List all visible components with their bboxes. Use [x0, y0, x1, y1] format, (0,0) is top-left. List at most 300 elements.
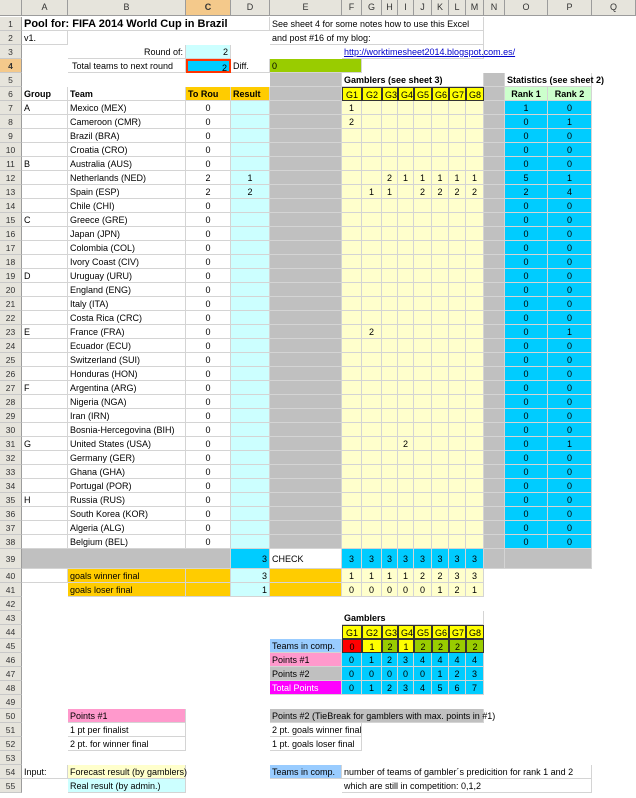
legend-points2-a[interactable]: 2 pt. goals winner final [272, 725, 362, 735]
forecast-g3[interactable] [382, 367, 398, 381]
forecast-g4[interactable] [398, 367, 414, 381]
row-header-44[interactable]: 44 [0, 625, 22, 639]
forecast-g1[interactable] [342, 479, 362, 493]
row-header-10[interactable]: 10 [0, 143, 22, 157]
forecast-g1[interactable] [342, 325, 362, 339]
forecast-g4[interactable] [398, 353, 414, 367]
group-label[interactable]: G [22, 437, 68, 451]
goals-loser-g5[interactable]: 0 [414, 583, 432, 597]
forecast-g8[interactable] [466, 297, 484, 311]
team-name[interactable]: Colombia (COL) [68, 241, 186, 255]
teams-in-comp-g1[interactable]: 0 [342, 639, 362, 653]
forecast-g5[interactable] [414, 199, 432, 213]
forecast-g1[interactable]: 1 [342, 101, 362, 115]
row-header-7[interactable]: 7 [0, 101, 22, 115]
forecast-g1[interactable] [342, 227, 362, 241]
row-header-37[interactable]: 37 [0, 521, 22, 535]
group-label[interactable]: E [22, 325, 68, 339]
goals-loser-g4[interactable]: 0 [398, 583, 414, 597]
legend-teams-in-comp[interactable]: Teams in comp. [270, 765, 342, 779]
to-round-value[interactable]: 0 [186, 521, 231, 535]
row-header-46[interactable]: 46 [0, 653, 22, 667]
forecast-g2[interactable] [362, 479, 382, 493]
forecast-g3[interactable] [382, 199, 398, 213]
row-header-29[interactable]: 29 [0, 409, 22, 423]
group-label[interactable] [22, 507, 68, 521]
row-header-27[interactable]: 27 [0, 381, 22, 395]
rank-1-count[interactable]: 0 [505, 535, 548, 549]
forecast-g8[interactable] [466, 199, 484, 213]
forecast-g6[interactable]: 2 [432, 185, 449, 199]
forecast-g4[interactable] [398, 143, 414, 157]
team-name[interactable]: Greece (GRE) [68, 213, 186, 227]
result-input[interactable] [231, 255, 270, 269]
forecast-g3[interactable] [382, 465, 398, 479]
forecast-g4[interactable] [398, 227, 414, 241]
forecast-g4[interactable] [398, 381, 414, 395]
goals-winner-c[interactable] [186, 569, 231, 583]
forecast-g5[interactable] [414, 423, 432, 437]
forecast-g1[interactable] [342, 535, 362, 549]
forecast-g2[interactable] [362, 283, 382, 297]
team-name[interactable]: Ivory Coast (CIV) [68, 255, 186, 269]
to-round-value[interactable]: 0 [186, 395, 231, 409]
forecast-g6[interactable] [432, 143, 449, 157]
forecast-g5[interactable] [414, 507, 432, 521]
to-round-value[interactable]: 0 [186, 101, 231, 115]
forecast-g4[interactable] [398, 297, 414, 311]
rank-2-count[interactable]: 0 [548, 353, 592, 367]
forecast-g6[interactable] [432, 535, 449, 549]
forecast-g3[interactable] [382, 353, 398, 367]
row-header-4[interactable]: 4 [0, 59, 22, 73]
forecast-g2[interactable] [362, 521, 382, 535]
forecast-g2[interactable] [362, 395, 382, 409]
row-header-49[interactable]: 49 [0, 695, 22, 709]
rank-2-count[interactable]: 1 [548, 115, 592, 129]
legend-points2[interactable]: Points #2 (TieBreak for gamblers with max. points in #1) [272, 711, 496, 721]
forecast-g6[interactable] [432, 297, 449, 311]
forecast-g6[interactable] [432, 507, 449, 521]
points2-g6[interactable]: 1 [432, 667, 449, 681]
to-round-value[interactable]: 0 [186, 451, 231, 465]
team-name[interactable]: Netherlands (NED) [68, 171, 186, 185]
group-label[interactable] [22, 353, 68, 367]
group-label[interactable] [22, 241, 68, 255]
result-input[interactable] [231, 535, 270, 549]
rank-1-count[interactable]: 0 [505, 283, 548, 297]
column-header-e[interactable]: E [270, 0, 342, 16]
forecast-g2[interactable] [362, 507, 382, 521]
result-input[interactable] [231, 325, 270, 339]
row-header-47[interactable]: 47 [0, 667, 22, 681]
forecast-g7[interactable] [449, 437, 466, 451]
column-header-l[interactable]: L [449, 0, 466, 16]
forecast-g2[interactable] [362, 339, 382, 353]
forecast-g8[interactable] [466, 437, 484, 451]
forecast-g5[interactable] [414, 241, 432, 255]
rank-2-count[interactable]: 0 [548, 255, 592, 269]
check-g6[interactable]: 3 [432, 549, 449, 569]
legend-points1[interactable]: Points #1 [68, 709, 186, 723]
to-round-value[interactable]: 0 [186, 255, 231, 269]
forecast-g4[interactable] [398, 493, 414, 507]
row-header-1[interactable]: 1 [0, 17, 22, 31]
row-header-2[interactable]: 2 [0, 31, 22, 45]
forecast-g8[interactable]: 2 [466, 185, 484, 199]
result-input[interactable]: 2 [231, 185, 270, 199]
result-input[interactable] [231, 297, 270, 311]
forecast-g4[interactable] [398, 185, 414, 199]
row-header-16[interactable]: 16 [0, 227, 22, 241]
forecast-g8[interactable] [466, 157, 484, 171]
column-header-g[interactable]: G [362, 0, 382, 16]
forecast-g7[interactable] [449, 255, 466, 269]
header-gambler-1[interactable]: G1 [342, 87, 362, 101]
forecast-g1[interactable] [342, 367, 362, 381]
rank-2-count[interactable]: 0 [548, 143, 592, 157]
goals-loser-g1[interactable]: 0 [342, 583, 362, 597]
goals-loser-e[interactable] [270, 583, 342, 597]
note-1[interactable]: See sheet 4 for some notes how to use this Excel [270, 17, 484, 31]
points1-label[interactable]: Points #1 [270, 653, 342, 667]
rank-2-count[interactable]: 0 [548, 535, 592, 549]
forecast-g2[interactable] [362, 423, 382, 437]
rank-2-count[interactable]: 4 [548, 185, 592, 199]
team-name[interactable]: Portugal (POR) [68, 479, 186, 493]
group-label[interactable] [22, 199, 68, 213]
forecast-g8[interactable] [466, 507, 484, 521]
forecast-g6[interactable] [432, 227, 449, 241]
row-header-8[interactable]: 8 [0, 115, 22, 129]
rank-2-count[interactable]: 0 [548, 101, 592, 115]
total-teams-value[interactable]: 2 [186, 59, 231, 73]
forecast-g7[interactable]: 1 [449, 171, 466, 185]
forecast-g1[interactable] [342, 451, 362, 465]
to-round-value[interactable]: 0 [186, 269, 231, 283]
points1-g6[interactable]: 4 [432, 653, 449, 667]
forecast-g1[interactable] [342, 493, 362, 507]
group-label[interactable] [22, 171, 68, 185]
result-input[interactable] [231, 395, 270, 409]
header-gambler-2[interactable]: G2 [362, 87, 382, 101]
total-points-g4[interactable]: 3 [398, 681, 414, 695]
to-round-value[interactable]: 0 [186, 479, 231, 493]
rank-2-count[interactable]: 0 [548, 241, 592, 255]
legend-input-label[interactable]: Input: [22, 765, 68, 779]
forecast-g6[interactable] [432, 157, 449, 171]
forecast-g2[interactable] [362, 143, 382, 157]
forecast-g1[interactable] [342, 395, 362, 409]
row-header-33[interactable]: 33 [0, 465, 22, 479]
group-label[interactable] [22, 409, 68, 423]
rank-1-count[interactable]: 0 [505, 507, 548, 521]
row-header-18[interactable]: 18 [0, 255, 22, 269]
forecast-g3[interactable] [382, 535, 398, 549]
goals-loser-label[interactable]: goals loser final [68, 583, 186, 597]
goals-loser-g6[interactable]: 1 [432, 583, 449, 597]
rank-2-count[interactable]: 0 [548, 409, 592, 423]
row-header-22[interactable]: 22 [0, 311, 22, 325]
result-input[interactable] [231, 437, 270, 451]
rank-1-count[interactable]: 0 [505, 325, 548, 339]
forecast-g5[interactable] [414, 283, 432, 297]
forecast-g2[interactable] [362, 311, 382, 325]
forecast-g1[interactable] [342, 521, 362, 535]
forecast-g6[interactable] [432, 521, 449, 535]
forecast-g1[interactable] [342, 283, 362, 297]
header-gambler-5[interactable]: G5 [414, 87, 432, 101]
summary-gambler-8[interactable]: G8 [466, 625, 484, 639]
forecast-g7[interactable] [449, 353, 466, 367]
forecast-g2[interactable] [362, 409, 382, 423]
to-round-value[interactable]: 0 [186, 325, 231, 339]
rank-1-count[interactable]: 0 [505, 227, 548, 241]
header-gambler-4[interactable]: G4 [398, 87, 414, 101]
check-result[interactable]: 3 [231, 549, 270, 569]
legend-points1-a[interactable]: 1 pt per finalist [68, 723, 186, 737]
forecast-g2[interactable]: 1 [362, 185, 382, 199]
forecast-g3[interactable] [382, 213, 398, 227]
row-header-55[interactable]: 55 [0, 779, 22, 793]
row-header-25[interactable]: 25 [0, 353, 22, 367]
column-header-f[interactable]: F [342, 0, 362, 16]
forecast-g7[interactable] [449, 451, 466, 465]
forecast-g5[interactable]: 1 [414, 171, 432, 185]
result-input[interactable] [231, 409, 270, 423]
result-input[interactable] [231, 115, 270, 129]
forecast-g1[interactable] [342, 157, 362, 171]
forecast-g5[interactable] [414, 255, 432, 269]
forecast-g7[interactable] [449, 325, 466, 339]
to-round-value[interactable]: 0 [186, 493, 231, 507]
goals-winner-g8[interactable]: 3 [466, 569, 484, 583]
to-round-value[interactable]: 0 [186, 535, 231, 549]
forecast-g3[interactable] [382, 283, 398, 297]
legend-points2-b[interactable]: 1 pt. goals loser final [270, 737, 362, 751]
rank-2-count[interactable]: 0 [548, 129, 592, 143]
forecast-g4[interactable] [398, 199, 414, 213]
forecast-g5[interactable] [414, 115, 432, 129]
forecast-g4[interactable] [398, 479, 414, 493]
forecast-g5[interactable] [414, 157, 432, 171]
forecast-g4[interactable] [398, 507, 414, 521]
rank-2-count[interactable]: 0 [548, 521, 592, 535]
check-g3[interactable]: 3 [382, 549, 398, 569]
forecast-g5[interactable] [414, 479, 432, 493]
row-header-40[interactable]: 40 [0, 569, 22, 583]
goals-winner-g7[interactable]: 3 [449, 569, 466, 583]
forecast-g7[interactable] [449, 395, 466, 409]
forecast-g2[interactable] [362, 241, 382, 255]
forecast-g1[interactable] [342, 241, 362, 255]
team-name[interactable]: Spain (ESP) [68, 185, 186, 199]
forecast-g7[interactable] [449, 227, 466, 241]
to-round-value[interactable]: 0 [186, 465, 231, 479]
rank-2-count[interactable]: 0 [548, 465, 592, 479]
rank-2-count[interactable]: 0 [548, 311, 592, 325]
row-header-5[interactable]: 5 [0, 73, 22, 87]
forecast-g6[interactable] [432, 381, 449, 395]
row-header-3[interactable]: 3 [0, 45, 22, 59]
forecast-g2[interactable] [362, 493, 382, 507]
forecast-g1[interactable] [342, 507, 362, 521]
forecast-g7[interactable] [449, 269, 466, 283]
row-header-42[interactable]: 42 [0, 597, 22, 611]
forecast-g3[interactable]: 1 [382, 185, 398, 199]
rank-2-count[interactable]: 0 [548, 423, 592, 437]
row-header-28[interactable]: 28 [0, 395, 22, 409]
forecast-g1[interactable] [342, 311, 362, 325]
forecast-g6[interactable] [432, 241, 449, 255]
forecast-g5[interactable] [414, 465, 432, 479]
forecast-g7[interactable] [449, 423, 466, 437]
round-of-value[interactable]: 2 [186, 45, 231, 59]
group-label[interactable] [22, 311, 68, 325]
forecast-g7[interactable] [449, 367, 466, 381]
forecast-g5[interactable] [414, 521, 432, 535]
row-header-32[interactable]: 32 [0, 451, 22, 465]
points2-g4[interactable]: 0 [398, 667, 414, 681]
row-header-9[interactable]: 9 [0, 129, 22, 143]
legend-teams-in-comp-desc2[interactable]: which are still in competition: 0,1,2 [342, 779, 592, 793]
rank-2-count[interactable]: 0 [548, 227, 592, 241]
forecast-g5[interactable]: 2 [414, 185, 432, 199]
forecast-g3[interactable] [382, 521, 398, 535]
group-label[interactable] [22, 423, 68, 437]
forecast-g6[interactable] [432, 493, 449, 507]
row-header-31[interactable]: 31 [0, 437, 22, 451]
forecast-g4[interactable] [398, 255, 414, 269]
points1-g7[interactable]: 4 [449, 653, 466, 667]
forecast-g8[interactable] [466, 423, 484, 437]
forecast-g1[interactable] [342, 129, 362, 143]
group-label[interactable] [22, 395, 68, 409]
forecast-g5[interactable] [414, 409, 432, 423]
column-header-q[interactable]: Q [592, 0, 636, 16]
to-round-value[interactable]: 0 [186, 227, 231, 241]
forecast-g6[interactable] [432, 129, 449, 143]
forecast-g1[interactable] [342, 339, 362, 353]
result-input[interactable] [231, 283, 270, 297]
forecast-g8[interactable] [466, 381, 484, 395]
teams-in-comp-label[interactable]: Teams in comp. [270, 639, 342, 653]
rank-2-count[interactable]: 1 [548, 171, 592, 185]
group-label[interactable] [22, 339, 68, 353]
rank-1-count[interactable]: 0 [505, 479, 548, 493]
forecast-g2[interactable] [362, 171, 382, 185]
forecast-g6[interactable] [432, 479, 449, 493]
forecast-g7[interactable] [449, 129, 466, 143]
rank-1-count[interactable]: 0 [505, 437, 548, 451]
forecast-g6[interactable] [432, 115, 449, 129]
forecast-g8[interactable] [466, 143, 484, 157]
points1-g4[interactable]: 3 [398, 653, 414, 667]
forecast-g8[interactable] [466, 493, 484, 507]
forecast-g4[interactable] [398, 129, 414, 143]
forecast-g4[interactable] [398, 465, 414, 479]
total-points-g1[interactable]: 0 [342, 681, 362, 695]
teams-in-comp-g4[interactable]: 1 [398, 639, 414, 653]
result-input[interactable] [231, 199, 270, 213]
row-header-34[interactable]: 34 [0, 479, 22, 493]
summary-gambler-5[interactable]: G5 [414, 625, 432, 639]
forecast-g6[interactable] [432, 423, 449, 437]
forecast-g8[interactable] [466, 353, 484, 367]
forecast-g4[interactable] [398, 269, 414, 283]
forecast-g5[interactable] [414, 227, 432, 241]
result-input[interactable] [231, 339, 270, 353]
forecast-g2[interactable] [362, 381, 382, 395]
forecast-g7[interactable] [449, 283, 466, 297]
team-name[interactable]: Brazil (BRA) [68, 129, 186, 143]
header-to-round[interactable]: To Rou [186, 87, 231, 101]
forecast-g4[interactable] [398, 339, 414, 353]
forecast-g2[interactable] [362, 451, 382, 465]
forecast-g5[interactable] [414, 269, 432, 283]
team-name[interactable]: Croatia (CRO) [68, 143, 186, 157]
to-round-value[interactable]: 0 [186, 297, 231, 311]
to-round-value[interactable]: 0 [186, 129, 231, 143]
forecast-g7[interactable] [449, 297, 466, 311]
forecast-g3[interactable] [382, 381, 398, 395]
to-round-value[interactable]: 0 [186, 381, 231, 395]
row-header-52[interactable]: 52 [0, 737, 22, 751]
diff-label[interactable]: Diff. [231, 59, 270, 73]
forecast-g6[interactable] [432, 437, 449, 451]
points2-g7[interactable]: 2 [449, 667, 466, 681]
forecast-g6[interactable] [432, 367, 449, 381]
row-header-24[interactable]: 24 [0, 339, 22, 353]
rank-2-count[interactable]: 0 [548, 451, 592, 465]
team-name[interactable]: Ecuador (ECU) [68, 339, 186, 353]
forecast-g3[interactable] [382, 395, 398, 409]
team-name[interactable]: England (ENG) [68, 283, 186, 297]
rank-1-count[interactable]: 0 [505, 493, 548, 507]
forecast-g3[interactable] [382, 255, 398, 269]
forecast-g8[interactable] [466, 255, 484, 269]
row-header-35[interactable]: 35 [0, 493, 22, 507]
forecast-g8[interactable] [466, 325, 484, 339]
rank-2-count[interactable]: 0 [548, 493, 592, 507]
rank-1-count[interactable]: 0 [505, 157, 548, 171]
rank-2-count[interactable]: 0 [548, 395, 592, 409]
forecast-g4[interactable] [398, 283, 414, 297]
group-label[interactable] [22, 143, 68, 157]
rank-1-count[interactable]: 0 [505, 395, 548, 409]
group-label[interactable] [22, 283, 68, 297]
result-input[interactable] [231, 213, 270, 227]
summary-gambler-7[interactable]: G7 [449, 625, 466, 639]
goals-loser-g8[interactable]: 1 [466, 583, 484, 597]
forecast-g5[interactable] [414, 339, 432, 353]
forecast-g4[interactable] [398, 325, 414, 339]
forecast-g6[interactable] [432, 283, 449, 297]
forecast-g5[interactable] [414, 437, 432, 451]
column-header-a[interactable]: A [22, 0, 68, 16]
row-header-21[interactable]: 21 [0, 297, 22, 311]
row-header-23[interactable]: 23 [0, 325, 22, 339]
team-name[interactable]: Italy (ITA) [68, 297, 186, 311]
goals-winner-g3[interactable]: 1 [382, 569, 398, 583]
forecast-g6[interactable] [432, 409, 449, 423]
rank-1-count[interactable]: 2 [505, 185, 548, 199]
result-input[interactable] [231, 507, 270, 521]
forecast-g2[interactable] [362, 535, 382, 549]
row-header-6[interactable]: 6 [0, 87, 22, 101]
forecast-g7[interactable] [449, 115, 466, 129]
forecast-g8[interactable]: 1 [466, 171, 484, 185]
